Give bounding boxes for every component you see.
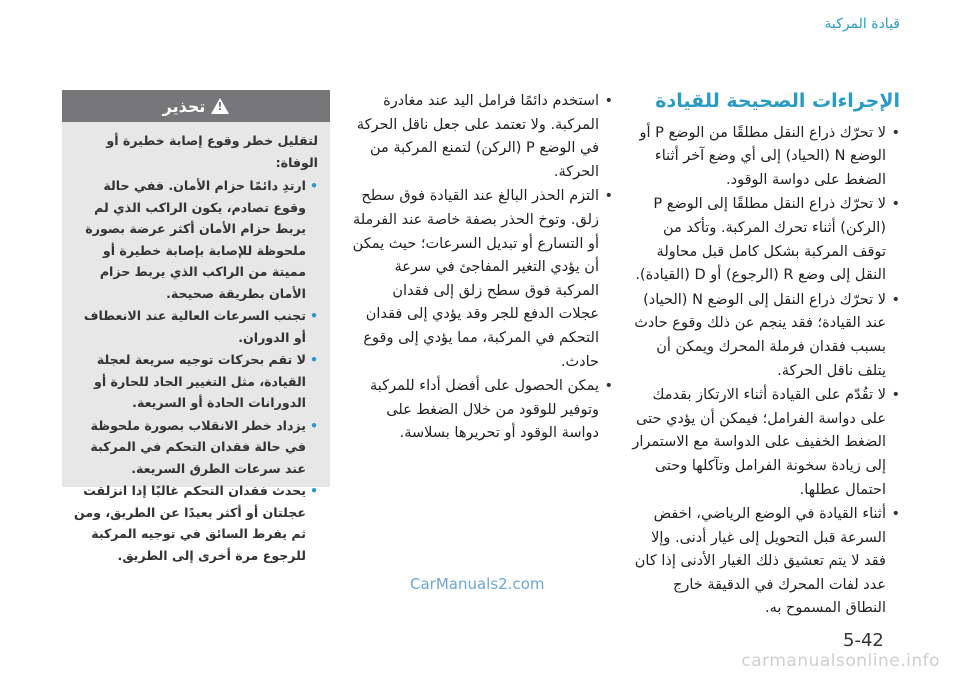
warning-triangle-icon (211, 98, 229, 114)
page-number: 5-42 (843, 630, 884, 651)
driving-procedures-list (630, 122, 900, 621)
list-item: • يمكن الحصول على أفضل أداء للمركبة وتوفير للوقود من خلال الضغط على دواسة الوقود أو تحريرها بسلاسة. (351, 375, 613, 446)
list-item: • لا تحرّك ذراع النقل إلى الوضع N (الحياد) عند القيادة؛ فقد ينجم عن ذلك وقوع حادث بسبب فقدان فرملة المحرك ويمكن أن يتلف ناقل الحركة. (630, 289, 900, 383)
warning-title: تحذير (162, 96, 206, 116)
right-column (630, 90, 900, 622)
list-item: • يحدث فقدان التحكم غالبًا إذا انزلقت عجلتان أو أكثر بعيدًا عن الطريق، ومن ثم يفرط السائق في توجيه المركبة للرجوع مرة أخرى إلى الطريق. (72, 480, 318, 566)
list-item: • لا تقُدّم على القيادة أثناء الارتكاز بقدمك على دواسة الفرامل؛ فيمكن أن يؤدي حتى الضغط الخفيف على الدواسة مع الاستمرار إلى زيادة سخونة الفرامل وتآكلها وحتى احتمال عطلها. (630, 384, 900, 502)
list-item: • استخدم دائمًا فرامل اليد عند مغادرة المركبة. ولا تعتمد على جعل ناقل الحركة في الوضع P (الركن) لتمنع المركبة من الحركة. (351, 90, 613, 184)
driving-tips-list (351, 90, 613, 446)
warning-box (62, 90, 330, 563)
list-item: • تجنب السرعات العالية عند الانعطاف أو الدوران. (72, 305, 318, 348)
section-title: قيادة المركبة (824, 16, 900, 32)
warning-header (62, 90, 330, 122)
list-item: • يزداد خطر الانقلاب بصورة ملحوظة في حالة فقدان التحكم في المركبة عند سرعات الطرق السريعة. (72, 415, 318, 480)
list-item: • ارتدِ دائمًا حزام الأمان. ففي حالة وقوع تصادم، يكون الراكب الذي لم يربط حزام الأمان أكثر عرضة بصورة ملحوظة للإصابة بإصابة خطيرة أو مميتة من الراكب الذي يربط حزام الأمان بطريقة صحيحة. (72, 175, 318, 304)
warning-body (62, 122, 330, 566)
warning-intro: لتقليل خطر وقوع إصابة خطيرة أو الوفاة: (106, 133, 318, 170)
warning-list (72, 175, 318, 566)
list-item: • لا تحرّك ذراع النقل مطلقًا من الوضع P أو الوضع N (الحياد) إلى أي وضع آخر أثناء الضغط على دواسة الوقود. (630, 122, 900, 193)
list-item: • أثناء القيادة في الوضع الرياضي، اخفض السرعة قبل التحويل إلى غيار أدنى. وإلا فقد لا يتم تعشيق ذلك الغيار الأدنى إذا كان عدد لفات المحرك في الدقيقة خارج النطاق المسموح به. (630, 503, 900, 621)
watermark-link[interactable]: CarManuals2.com (410, 575, 545, 593)
footer-watermark: carmanualsonline.info (741, 651, 940, 671)
list-item: • التزم الحذر البالغ عند القيادة فوق سطح زلق. وتوخ الحذر بصفة خاصة عند الفرملة أو التسارع أو تبديل السرعات؛ حيث يمكن أن يؤدي التغير المفاجئ في سرعة المركبة فوق سطح زلق إلى فقدان عجلات الدفع للجر وقد يؤدي إلى فقدان التحكم في المركبة، مما يؤدي إلى وقوع حادث. (351, 185, 613, 374)
section-heading: الإجراءات الصحيحة للقيادة (655, 90, 900, 112)
middle-column (351, 90, 613, 447)
list-item: • لا تحرّك ذراع النقل مطلقًا إلى الوضع P (الركن) أثناء تحرك المركبة. وتأكد من توقف المركبة بشكل كامل قبل محاولة النقل إلى وضع R (الرجوع) أو D (القيادة). (630, 193, 900, 287)
list-item: • لا تقم بحركات توجيه سريعة لعجلة القيادة، مثل التغيير الحاد للحارة أو الدورانات الحادة أو السريعة. (72, 349, 318, 414)
